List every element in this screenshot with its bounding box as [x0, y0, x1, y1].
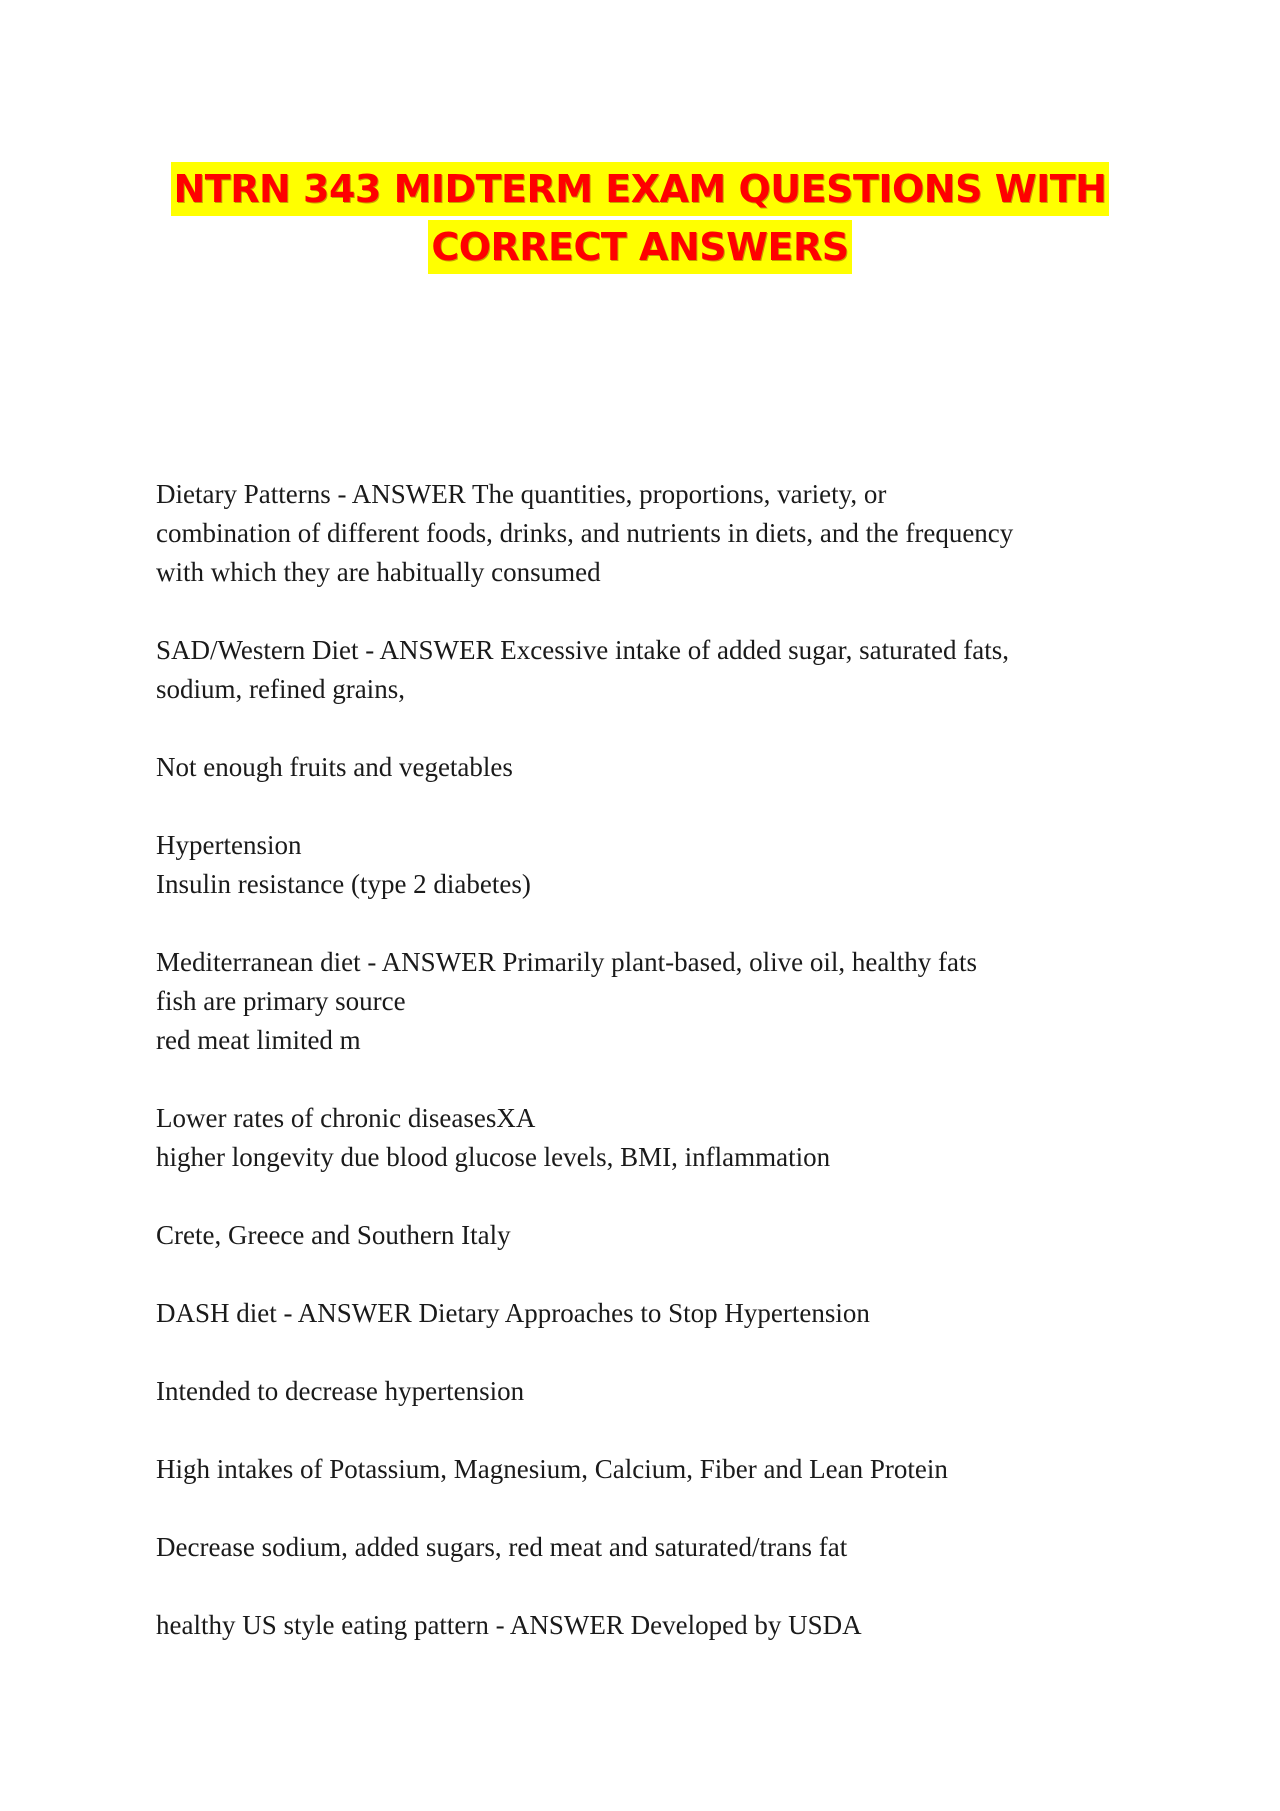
text-line: fish are primary source — [156, 986, 406, 1016]
paragraph-gap — [156, 592, 1136, 631]
text-line: Not enough fruits and vegetables — [156, 752, 513, 782]
text-line: High intakes of Potassium, Magnesium, Calcium, Fiber and Lean Protein — [156, 1454, 948, 1484]
document-body — [156, 475, 1136, 1645]
paragraph-gap — [156, 1255, 1136, 1294]
text-line: red meat limited m — [156, 1025, 361, 1055]
text-line: Crete, Greece and Southern Italy — [156, 1220, 511, 1250]
paragraph-gap — [156, 1567, 1136, 1606]
paragraph-gap — [156, 1333, 1136, 1372]
text-line: healthy US style eating pattern - ANSWER Developed by USDA — [156, 1610, 862, 1640]
paragraph-gap — [156, 904, 1136, 943]
text-line: Insulin resistance (type 2 diabetes) — [156, 869, 531, 899]
title-line-2: CORRECT ANSWERS — [428, 220, 851, 274]
text-line: Intended to decrease hypertension — [156, 1376, 525, 1406]
text-line: DASH diet - ANSWER Dietary Approaches to Stop Hypertension — [156, 1298, 870, 1328]
paragraph-gap — [156, 787, 1136, 826]
text-line: Hypertension — [156, 830, 302, 860]
text-line: with which they are habitually consumed — [156, 557, 601, 587]
text-line: combination of different foods, drinks, and nutrients in diets, and the frequency — [156, 518, 1014, 548]
text-line: Mediterranean diet - ANSWER Primarily plant-based, olive oil, healthy fats — [156, 947, 978, 977]
text-line: Decrease sodium, added sugars, red meat and saturated/trans fat — [156, 1532, 848, 1562]
text-line: SAD/Western Diet - ANSWER Excessive intake of added sugar, saturated fats, — [156, 635, 1010, 665]
paragraph-gap — [156, 1177, 1136, 1216]
paragraph-gap — [156, 1060, 1136, 1099]
text-line: sodium, refined grains, — [156, 674, 405, 704]
text-line: Lower rates of chronic diseasesXA — [156, 1103, 536, 1133]
text-line: Dietary Patterns - ANSWER The quantities, proportions, variety, or — [156, 479, 887, 509]
title-line-1: NTRN 343 MIDTERM EXAM QUESTIONS WITH — [171, 162, 1110, 216]
paragraph-gap — [156, 1411, 1136, 1450]
paragraph-gap — [156, 709, 1136, 748]
text-line: higher longevity due blood glucose levels, BMI, inflammation — [156, 1142, 831, 1172]
document-title — [0, 162, 1280, 274]
paragraph-gap — [156, 1489, 1136, 1528]
